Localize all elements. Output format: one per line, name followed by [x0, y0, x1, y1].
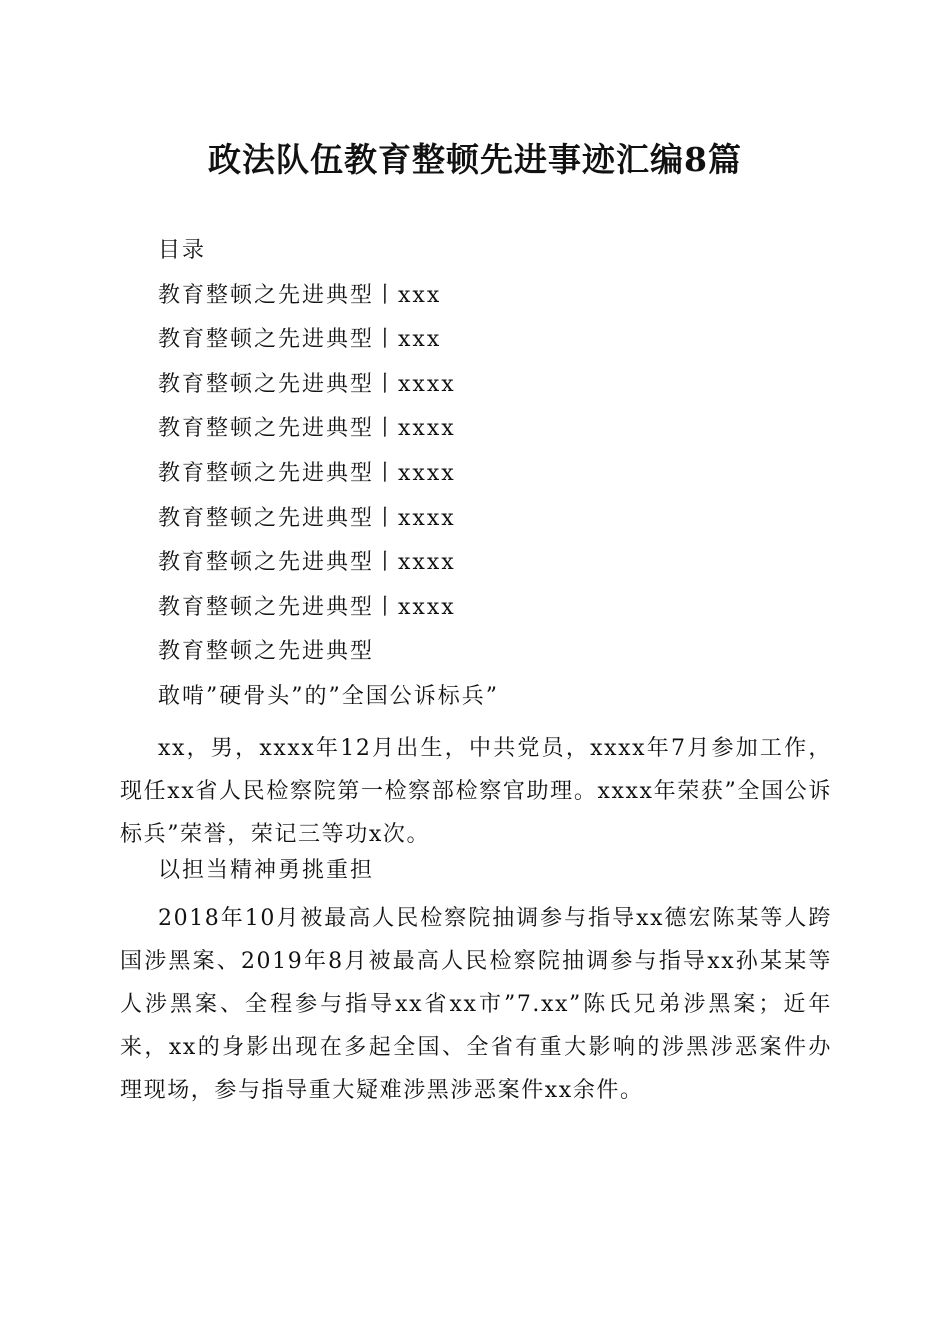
- toc-item: 教育整顿之先进典型丨xxxx: [158, 371, 456, 397]
- toc-item: 教育整顿之先进典型丨xxxx: [158, 416, 456, 442]
- body-block: [120, 897, 832, 1112]
- document-title: 政法队伍教育整顿先进事迹汇编8篇: [208, 140, 742, 179]
- toc-item: 教育整顿之先进典型丨xxx: [158, 282, 442, 308]
- section-label: 教育整顿之先进典型: [158, 639, 375, 665]
- toc-item: 教育整顿之先进典型丨xxxx: [158, 505, 456, 531]
- toc-heading: 目录: [158, 238, 207, 263]
- toc-item: 教育整顿之先进典型丨xxxx: [158, 460, 456, 486]
- toc-item: 教育整顿之先进典型丨xxx: [158, 327, 442, 353]
- section-headline: 敢啃”硬骨头”的”全国公诉标兵”: [158, 683, 499, 709]
- subheading: 以担当精神勇挑重担: [158, 858, 375, 883]
- body-paragraph: 2018年10月被最高人民检察院抽调参与指导xx德宏陈某等人跨国涉黑案、2019年8月被最高人民检察院抽调参与指导xx孙某某等人涉黑案、全程参与指导xx省xx市”7.xx”陈氏兄弟涉黑案；近年来，xx的身影出现在多起全国、全省有重大影响的涉黑涉恶案件办理现场，参与指导重大疑难涉黑涉恶案件xx余件。: [120, 906, 832, 1103]
- intro-paragraph: xx，男，xxxx年12月出生，中共党员，xxxx年7月参加工作，现任xx省人民检察院第一检察部检察官助理。xxxx年荣获”全国公诉标兵”荣誉，荣记三等功x次。: [120, 736, 832, 847]
- table-of-contents: [158, 229, 838, 720]
- toc-item: 教育整顿之先进典型丨xxxx: [158, 594, 456, 620]
- toc-item: 教育整顿之先进典型丨xxxx: [158, 550, 456, 576]
- intro-block: [120, 727, 832, 856]
